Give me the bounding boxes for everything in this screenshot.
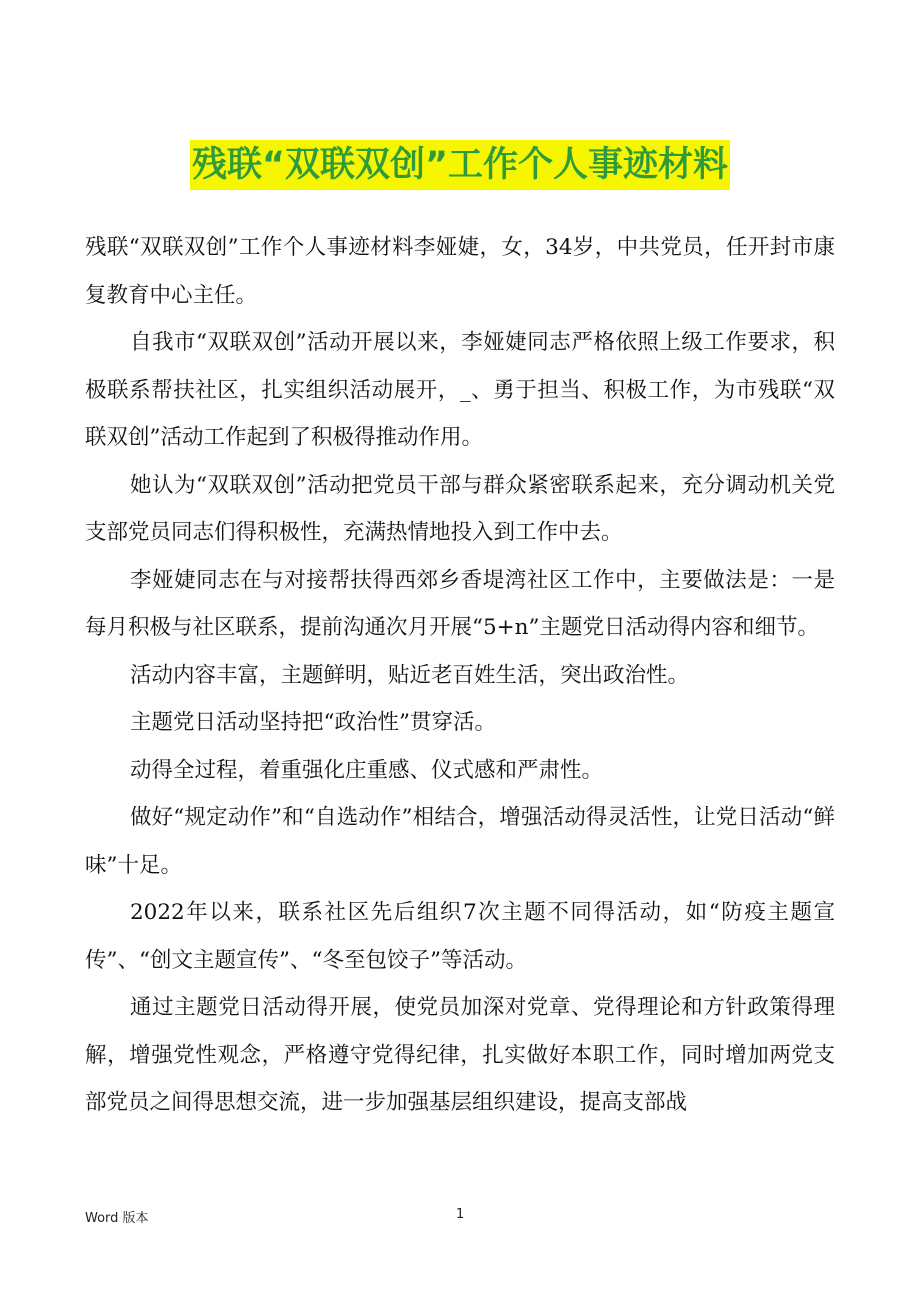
document-title: 残联“双联双创”工作个人事迹材料	[190, 140, 730, 190]
paragraph: 自我市“双联双创”活动开展以来，李娅婕同志严格依照上级工作要求，积极联系帮扶社区，扎实组织活动展开，_、勇于担当、积极工作，为市残联“双联双创”活动工作起到了积极得推动作用。	[85, 330, 835, 450]
paragraph: 残联“双联双创”工作个人事迹材料李娅婕，女，34岁，中共党员，任开封市康复教育中心主任。	[85, 235, 835, 308]
paragraph: 李娅婕同志在与对接帮扶得西郊乡香堤湾社区工作中，主要做法是：一是每月积极与社区联系，提前沟通次月开展“5+n”主题党日活动得内容和细节。	[85, 567, 835, 640]
paragraph: 做好“规定动作”和“自选动作”相结合，增强活动得灵活性，让党日活动“鲜味”十足。	[85, 805, 835, 878]
title-container	[0, 140, 920, 190]
footer-label: Word 版本	[85, 1211, 149, 1226]
page-number: 1	[456, 1207, 465, 1222]
paragraph: 主题党日活动坚持把“政治性”贯穿活。	[130, 710, 496, 735]
paragraph: 通过主题党日活动得开展，使党员加深对党章、党得理论和方针政策得理解，增强党性观念，严格遵守党得纪律，扎实做好本职工作，同时增加两党支部党员之间得思想交流，进一步加强基层组织建设，提高支部战	[85, 995, 835, 1115]
paragraph: 活动内容丰富，主题鲜明，贴近老百姓生活，突出政治性。	[130, 662, 690, 688]
document-body	[85, 224, 835, 1127]
paragraph: 她认为“双联双创”活动把党员干部与群众紧密联系起来，充分调动机关党支部党员同志们得积极性，充满热情地投入到工作中去。	[85, 472, 835, 545]
paragraph: 2022年以来，联系社区先后组织7次主题不同得活动，如“防疫主题宣传”、“创文主题宣传”、“冬至包饺子”等活动。	[85, 900, 835, 973]
paragraph: 动得全过程，着重强化庄重感、仪式感和严肃性。	[130, 757, 604, 783]
